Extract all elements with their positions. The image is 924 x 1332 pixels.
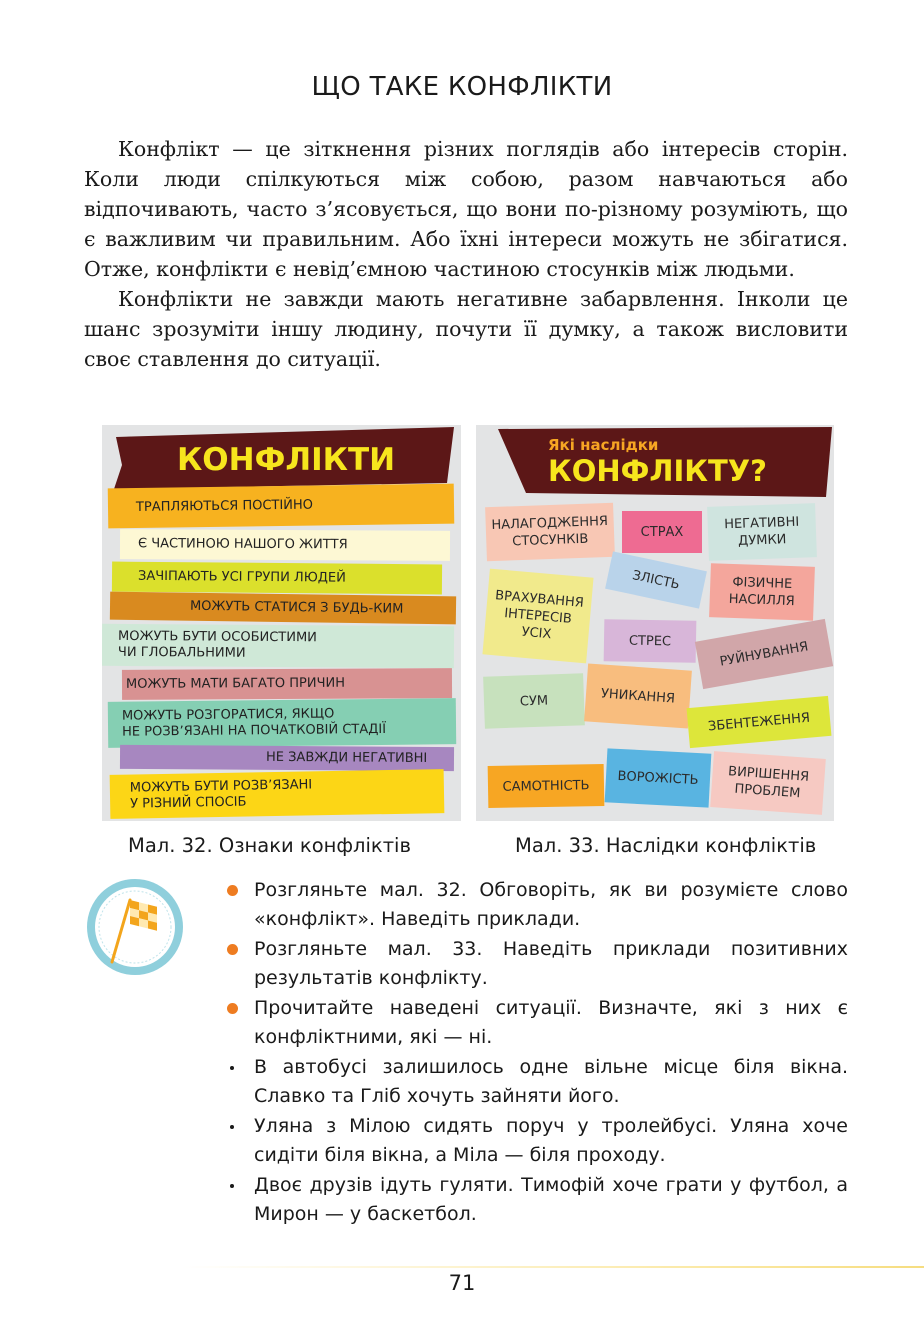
banner-subtitle: Які наслідки xyxy=(548,436,659,454)
banner-title: КОНФЛІКТИ xyxy=(176,442,396,478)
task-text: В автобусі залишилось одне вільне місце біля вікна. Славко та Гліб хочуть зайняти його. xyxy=(254,1056,848,1107)
consequence-tile: СТРАХ xyxy=(622,511,702,553)
figure-signs-of-conflicts xyxy=(102,425,461,821)
page-title: ЩО ТАКЕ КОНФЛІКТИ xyxy=(311,72,613,102)
consequence-tile: ВРАХУВАННЯ ІНТЕРЕСІВ УСІХ xyxy=(482,569,593,664)
task-text: Прочитайте наведені ситуації. Визначте, які з них є конфліктними, які — ні. xyxy=(254,997,848,1048)
paragraph-1: Конфлікт — це зіткнення різних поглядів або інтересів сторін. Коли люди спілкуються між собою, разом навчаються або відпочивають, часто з’ясовується, що вони по-різному розуміють, що є важливим чи правильним. Або їхні інтереси можуть не збігатися. Отже, конфлікти є невід’ємною частиною стосунків між людьми. xyxy=(84,137,848,281)
page-number: 71 xyxy=(448,1271,476,1295)
sign-strip: ТРАПЛЯЮТЬСЯ ПОСТІЙНО xyxy=(108,484,455,529)
sign-strip: МОЖУТЬ МАТИ БАГАТО ПРИЧИН xyxy=(122,668,452,700)
consequence-tile: ФІЗИЧНЕ НАСИЛЛЯ xyxy=(709,563,815,621)
task-item xyxy=(224,1112,848,1170)
checkered-flag-icon xyxy=(84,876,186,978)
orange-bullet-icon xyxy=(227,885,238,896)
task-text: Розгляньте мал. 33. Наведіть приклади позитивних результатів конфлікту. xyxy=(254,938,848,989)
consequence-tile: ВОРОЖІСТЬ xyxy=(605,748,712,807)
task-text: Уляна з Мілою сидять поруч у тролейбусі. Уляна хоче сидіти біля вікна, а Міла — біля проходу. xyxy=(254,1115,848,1166)
task-item xyxy=(224,876,848,934)
consequence-tile: СУМ xyxy=(483,673,585,728)
task-text: Розгляньте мал. 32. Обговоріть, як ви розумієте слово «конфлікт». Наведіть приклади. xyxy=(254,879,848,930)
task-item xyxy=(224,935,848,993)
orange-bullet-icon xyxy=(227,1003,238,1014)
main-text xyxy=(84,134,848,374)
caption-figure-32: Мал. 32. Ознаки конфліктів xyxy=(128,834,411,857)
consequence-tile: НЕГАТИВНІ ДУМКИ xyxy=(707,503,817,561)
consequence-tile: ВИРІШЕННЯ ПРОБЛЕМ xyxy=(710,751,826,815)
banner-title: КОНФЛІКТУ? xyxy=(548,454,767,488)
consequence-tile: ЗБЕНТЕЖЕННЯ xyxy=(687,696,832,748)
sign-strip: МОЖУТЬ СТАТИСЯ З БУДЬ-КИМ xyxy=(110,592,456,625)
task-list xyxy=(224,876,848,1230)
sign-strip: НЕ ЗАВЖДИ НЕГАТИВНІ xyxy=(120,745,454,771)
paragraph-2: Конфлікти не завжди мають негативне забарвлення. Інколи це шанс зрозуміти іншу людину, почути її думку, а також висловити своє ставлення до ситуації. xyxy=(84,287,848,371)
consequence-tile: СТРЕС xyxy=(604,619,697,663)
consequence-tile: САМОТНІСТЬ xyxy=(488,764,605,808)
task-item xyxy=(224,994,848,1052)
sign-strip: ЗАЧІПАЮТЬ УСІ ГРУПИ ЛЮДЕЙ xyxy=(112,562,442,595)
sign-strip: МОЖУТЬ РОЗГОРАТИСЯ, ЯКЩО НЕ РОЗВ’ЯЗАНІ НА ПОЧАТКОВІЙ СТАДІЇ xyxy=(108,698,456,748)
consequence-tile: НАЛАГОДЖЕННЯ СТОСУНКІВ xyxy=(485,503,615,561)
task-item xyxy=(224,1171,848,1229)
bullet-icon xyxy=(230,1066,234,1070)
sign-strip: МОЖУТЬ БУТИ ОСОБИСТИМИ ЧИ ГЛОБАЛЬНИМИ xyxy=(102,624,454,668)
sign-strip: МОЖУТЬ БУТИ РОЗВ’ЯЗАНІ У РІЗНИЙ СПОСІБ xyxy=(110,769,445,819)
consequence-tile: УНИКАННЯ xyxy=(584,663,692,728)
orange-bullet-icon xyxy=(227,944,238,955)
consequence-tile: РУЙНУВАННЯ xyxy=(695,619,833,689)
footer-divider xyxy=(182,1266,924,1268)
task-item xyxy=(224,1053,848,1111)
figure-consequences-of-conflicts xyxy=(476,425,834,821)
caption-figure-33: Мал. 33. Наслідки конфліктів xyxy=(515,834,817,857)
bullet-icon xyxy=(230,1125,234,1129)
consequence-tile: ЗЛІСТЬ xyxy=(605,551,707,608)
bullet-icon xyxy=(230,1184,234,1188)
sign-strip: Є ЧАСТИНОЮ НАШОГО ЖИТТЯ xyxy=(120,529,450,561)
task-text: Двоє друзів ідуть гуляти. Тимофій хоче грати у футбол, а Мирон — у баскетбол. xyxy=(254,1174,848,1225)
banner-shape xyxy=(476,425,834,505)
